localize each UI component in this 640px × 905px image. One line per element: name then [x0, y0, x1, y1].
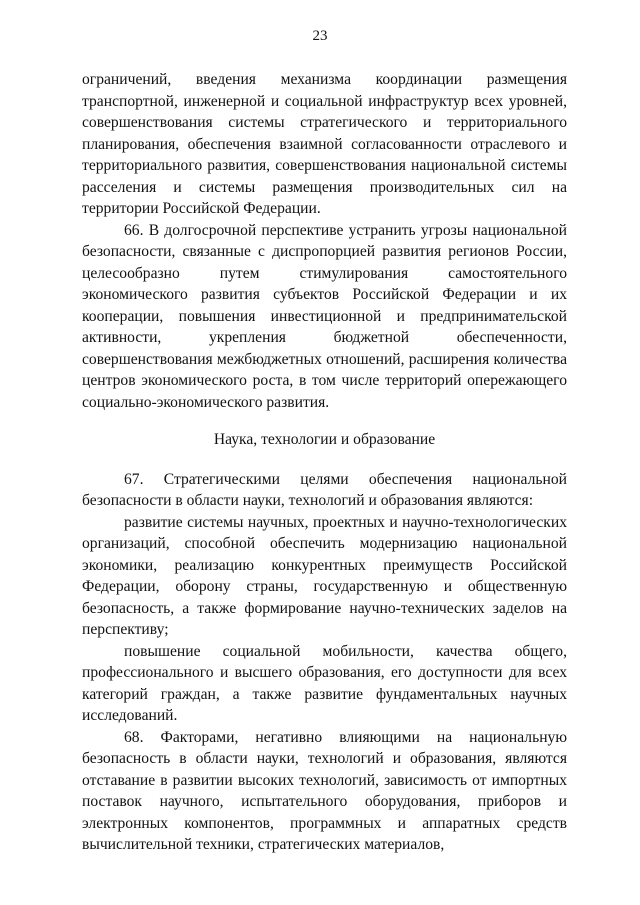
paragraph-continuation: ограничений, введения механизма координации размещения транспортной, инженерной и социальной инфраструктур всех уровней, совершенствования системы стратегического и территориального планирования, обеспечения взаимной согласованности отраслевого и территориального развития, совершенствования национальной системы расселения и системы размещения производительных сил на территории Российской Федерации. [82, 71, 567, 217]
paragraph-67-item-1: развитие системы научных, проектных и научно-технологических организаций, способной обеспечить модернизацию национальной экономики, реализацию конкурентных преимуществ Российской Федерации, оборону страны, государственную и общественную безопасность, а также формирование научно-технических заделов на перспективу; [82, 513, 567, 638]
paragraph-66: 66. В долгосрочной перспективе устранить угрозы национальной безопасности, связанные с диспропорцией развития регионов России, целесообразно путем стимулирования самостоятельного экономического развития субъектов Российской Федерации и их кооперации, повышения инвестиционной и предпринимательской активности, укрепления бюджетной обеспеченности, совершенствования межбюджетных отношений, расширения количества центров экономического роста, в том числе территорий опережающего социально-экономического развития. [82, 221, 567, 411]
document-body [82, 69, 567, 856]
paragraph-68: 68. Факторами, негативно влияющими на национальную безопасность в области науки, технологий и образования, являются отставание в развитии высоких технологий, зависимость от импортных поставок научного, испытательного оборудования, приборов и электронных компонентов, программных и аппаратных средств вычислительной техники, стратегических материалов, [82, 728, 567, 853]
paragraph-67-item-2: повышение социальной мобильности, качества общего, профессионального и высшего образования, его доступности для всех категорий граждан, а также развитие фундаментальных научных исследований. [82, 642, 567, 724]
page-number: 23 [312, 28, 328, 44]
paragraph-67: 67. Стратегическими целями обеспечения национальной безопасности в области науки, технологий и образования являются: [82, 470, 567, 509]
section-heading: Наука, технологии и образование [213, 431, 436, 448]
